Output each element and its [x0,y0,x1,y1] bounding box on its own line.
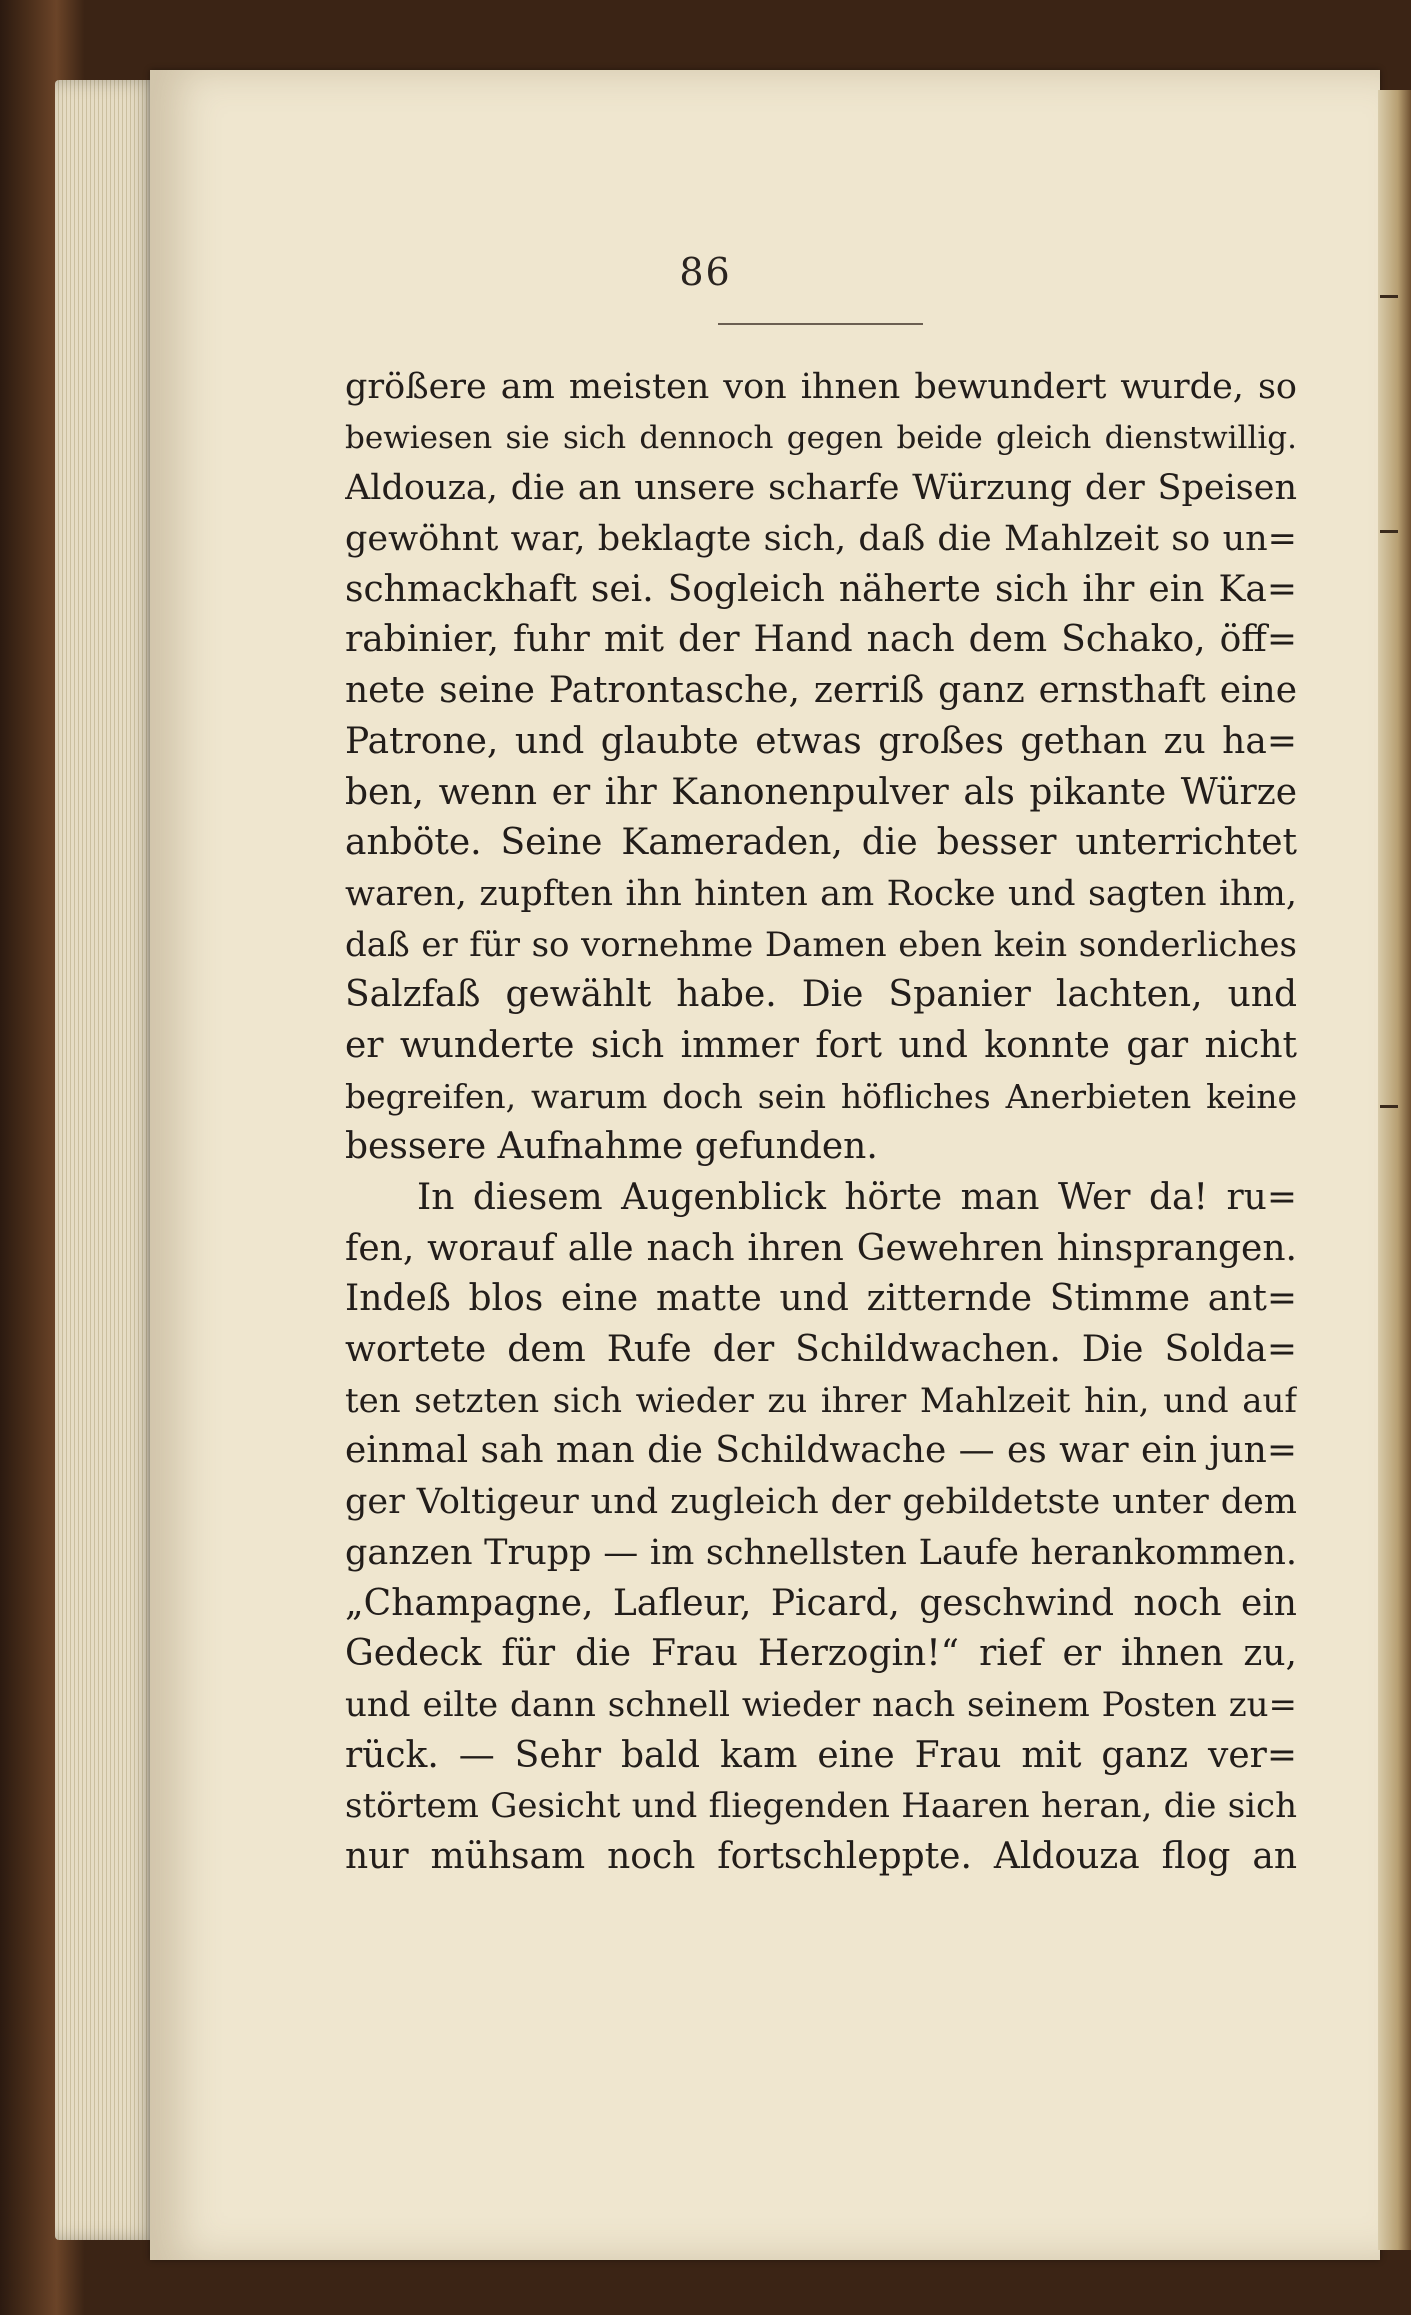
text-line: wortete dem Rufe der Schildwachen. Die Solda= [345,1329,1297,1371]
text-line: Salzfaß gewählt habe. Die Spanier lachten, und [345,974,1297,1016]
text-line: waren, zupften ihn hinten am Rocke und sagten ihm, [345,873,1297,914]
text-line: größere am meisten von ihnen bewundert wurde, so [345,367,1297,407]
text-line: einmal sah man die Schildwache — es war ein jun= [345,1430,1297,1472]
page-right-edge [1378,90,1411,2250]
header-rule [718,323,923,325]
text-line: Indeß blos eine matte und zitternde Stimme ant= [345,1278,1297,1320]
text-line: rabinier, fuhr mit der Hand nach dem Schako, öff= [345,619,1297,661]
text-line: Aldouza, die an unsere scharfe Würzung der Speisen [345,468,1297,509]
text-line: ganzen Trupp — im schnellsten Laufe herankommen. [345,1532,1297,1573]
text-line: ten setzten sich wieder zu ihrer Mahlzeit hin, und auf [345,1380,1297,1421]
text-line: er wunderte sich immer fort und konnte gar nicht [345,1024,1297,1066]
page-number: 86 [679,250,732,294]
text-line: gewöhnt war, beklagte sich, daß die Mahlzeit so un= [345,519,1297,560]
text-line: Gedeck für die Frau Herzogin!“ rief er ihnen zu, [345,1633,1297,1675]
text-line: Patrone, und glaubte etwas großes gethan zu ha= [345,720,1297,762]
text-line: störtem Gesicht und fliegenden Haaren heran, die sich [345,1786,1297,1827]
text-line: fen, worauf alle nach ihren Gewehren hinsprangen. [345,1227,1297,1269]
text-line: bewiesen sie sich dennoch gegen beide gleich dienstwillig. [345,419,1297,456]
text-line: In diesem Augenblick hörte man Wer da! ru= [417,1177,1297,1218]
body-text [345,362,1297,1883]
margin-mark [1380,295,1398,298]
margin-mark [1380,1105,1398,1108]
text-line: nete seine Patrontasche, zerriß ganz ernsthaft eine [345,670,1297,712]
text-line: schmackhaft sei. Sogleich näherte sich ihr ein Ka= [345,568,1297,610]
text-line: ger Voltigeur und zugleich der gebildetste unter dem [345,1482,1297,1523]
text-line: begreifen, warum doch sein höfliches Anerbieten keine [345,1076,1297,1116]
text-line: nur mühsam noch fortschleppte. Aldouza flog an [345,1835,1297,1877]
text-line: ben, wenn er ihr Kanonenpulver als pikante Würze [345,771,1297,813]
margin-mark [1380,530,1398,533]
text-line: bessere Aufnahme gefunden. [345,1126,878,1168]
text-line: rück. — Sehr bald kam eine Frau mit ganz ver= [345,1734,1297,1776]
text-line: daß er für so vornehme Damen eben kein sonderliches [345,924,1297,965]
text-line: anböte. Seine Kameraden, die besser unterrichtet [345,822,1297,864]
page-edges [55,80,155,2240]
text-line: „Champagne, Lafleur, Picard, geschwind noch ein [345,1582,1297,1624]
text-line: und eilte dann schnell wieder nach seinem Posten zu= [345,1684,1297,1725]
